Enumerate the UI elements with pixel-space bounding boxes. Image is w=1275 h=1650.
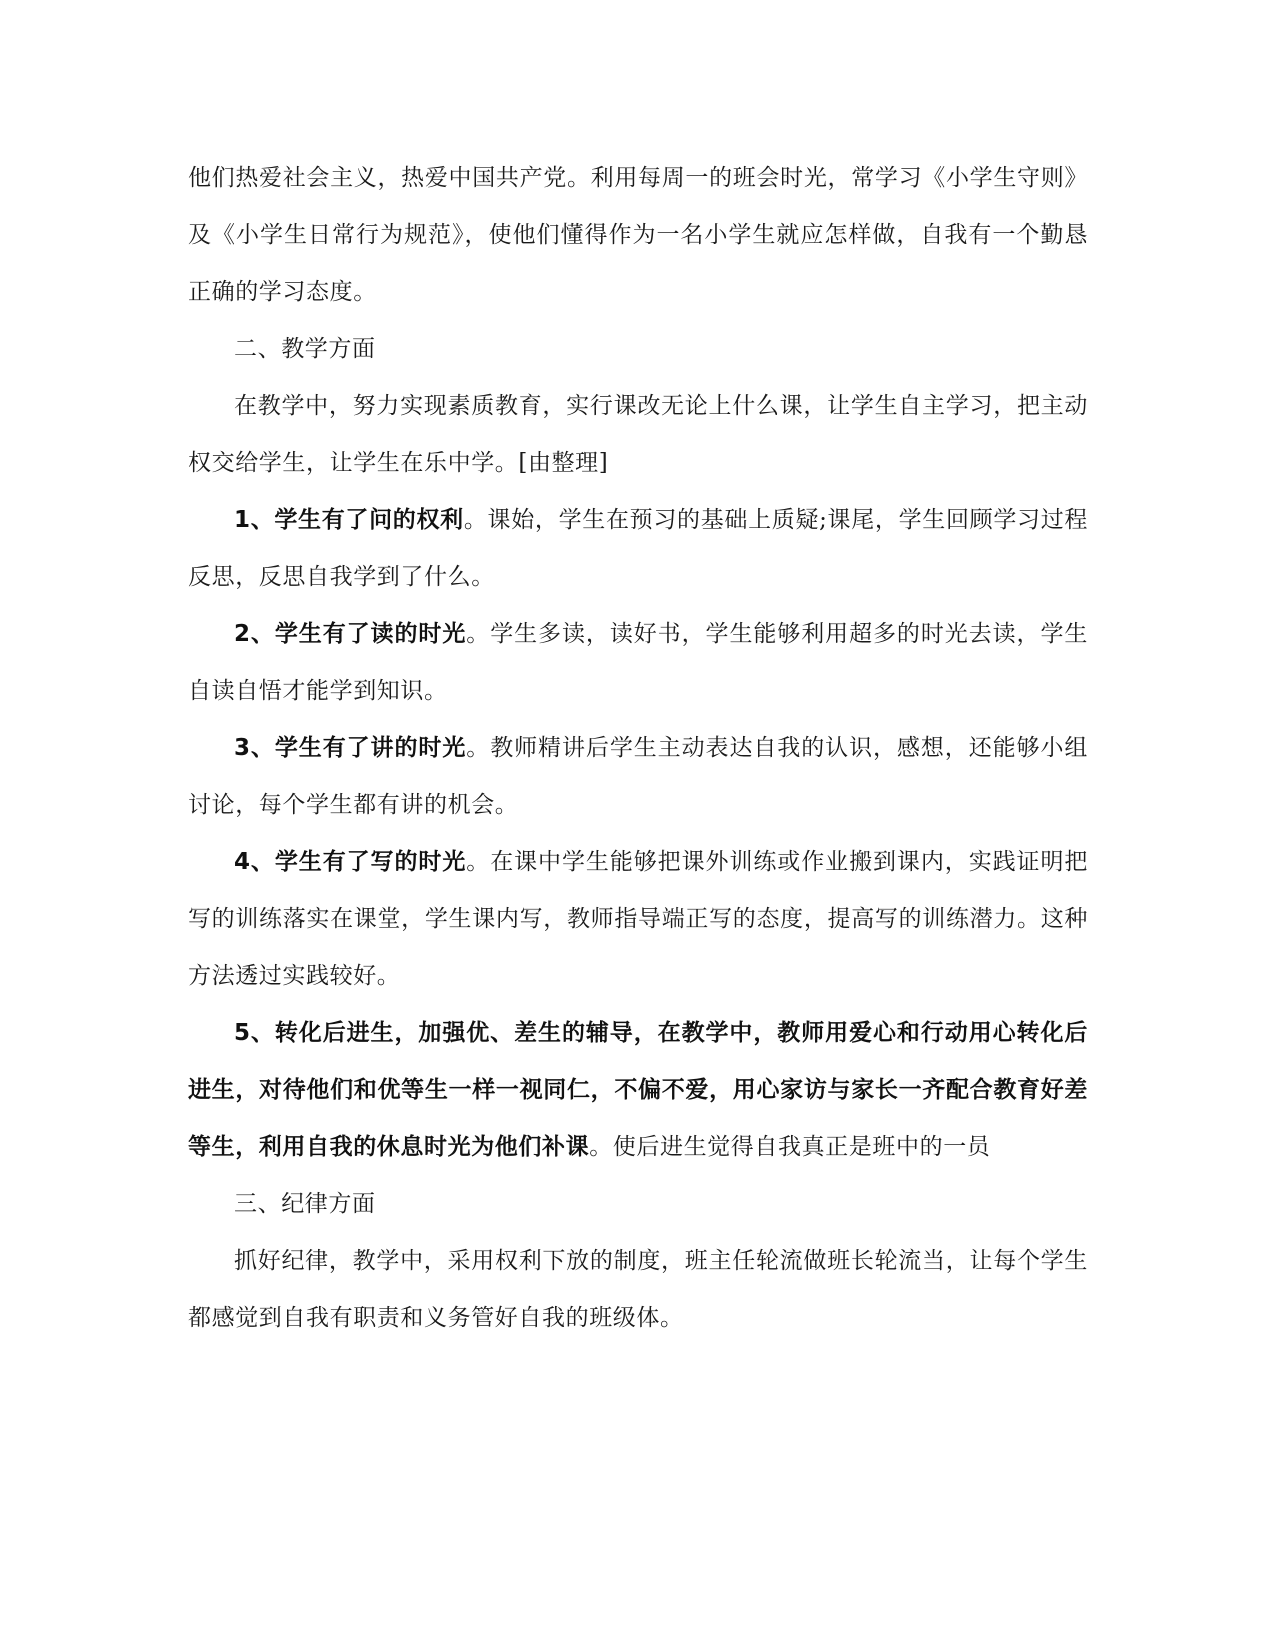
list-item-speak-heading: 3、学生有了讲的时光 — [234, 735, 467, 761]
document-body — [188, 150, 1088, 1347]
list-item-speak — [188, 720, 1088, 834]
section-heading-discipline: 三、纪律方面 — [234, 1191, 376, 1217]
paragraph-moral-education: 他们热爱社会主义，热爱中国共产党。利用每周一的班会时光，常学习《小学生守则》及《小学生日常行为规范》，使他们懂得作为一名小学生就应怎样做，自我有一个勤恳正确的学习态度。 — [188, 165, 1088, 305]
list-item-underachievers — [188, 1005, 1088, 1176]
list-item-write-text: 。在课中学生能够把课外训练或作业搬到课内，实践证明把写的训练落实在课堂，学生课内写，教师指导端正写的态度，提高写的训练潜力。这种方法透过实践较好。 — [188, 849, 1088, 989]
list-item-ask-text: 。课始，学生在预习的基础上质疑;课尾，学生回顾学习过程反思，反思自我学到了什么。 — [188, 507, 1088, 590]
section-heading-teaching: 二、教学方面 — [234, 336, 376, 362]
list-item-ask — [188, 492, 1088, 606]
list-item-ask-heading: 1、学生有了问的权利 — [234, 507, 464, 533]
list-item-speak-text: 。教师精讲后学生主动表达自我的认识，感想，还能够小组讨论，每个学生都有讲的机会。 — [188, 735, 1088, 818]
list-item-underachievers-heading: 5、转化后进生，加强优、差生的辅导，在教学中，教师用爱心和行动用心转化后进生，对待他们和优等生一样一视同仁，不偏不爱，用心家访与家长一齐配合教育好差等生，利用自我的休息时光为他们补课 — [188, 1020, 1088, 1160]
list-item-read-text: 。学生多读，读好书，学生能够利用超多的时光去读，学生自读自悟才能学到知识。 — [188, 621, 1088, 704]
list-item-read — [188, 606, 1088, 720]
list-item-underachievers-text: 。使后进生觉得自我真正是班中的一员 — [589, 1134, 991, 1160]
list-item-write-heading: 4、学生有了写的时光 — [234, 849, 467, 875]
list-item-read-heading: 2、学生有了读的时光 — [234, 621, 467, 647]
paragraph-discipline: 抓好纪律，教学中，采用权利下放的制度，班主任轮流做班长轮流当，让每个学生都感觉到自我有职责和义务管好自我的班级体。 — [188, 1248, 1088, 1331]
paragraph-teaching-intro: 在教学中，努力实现素质教育，实行课改无论上什么课，让学生自主学习，把主动权交给学生，让学生在乐中学。[由整理] — [188, 393, 1088, 476]
list-item-write — [188, 834, 1088, 1005]
